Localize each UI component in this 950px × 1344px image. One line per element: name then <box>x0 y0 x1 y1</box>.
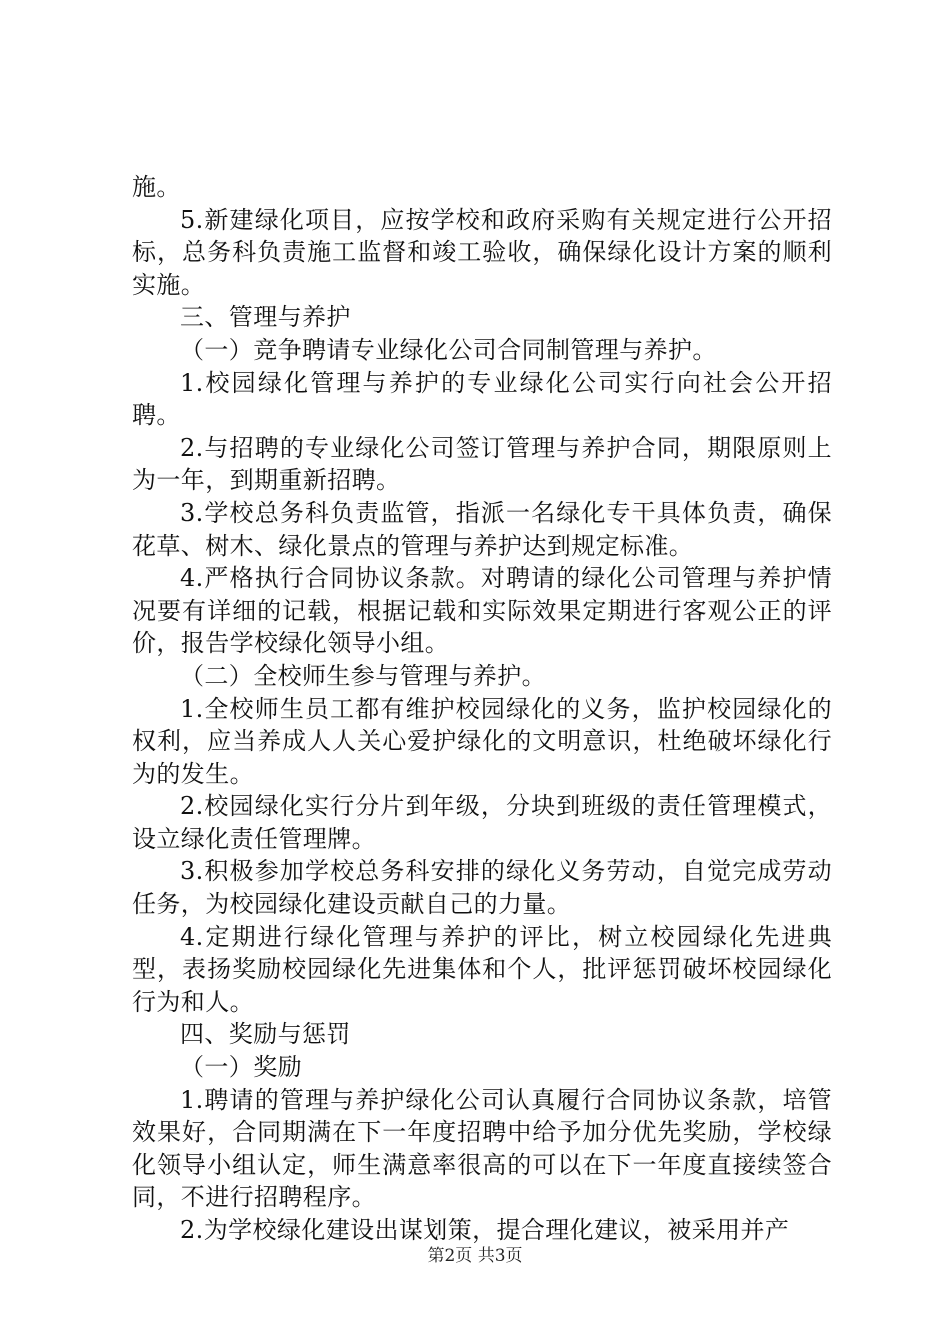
paragraph: 2.校园绿化实行分片到年级，分块到班级的责任管理模式，设立绿化责任管理牌。 <box>132 792 832 853</box>
paragraph: 1.聘请的管理与养护绿化公司认真履行合同协议条款，培管效果好，合同期满在下一年度招聘中给予加分优先奖励，学校绿化领导小组认定，师生满意率很高的可以在下一年度直接续签合同，不进行招聘程序。 <box>132 1085 832 1212</box>
paragraph: 5.新建绿化项目，应按学校和政府采购有关规定进行公开招标，总务科负责施工监督和竣工验收，确保绿化设计方案的顺利实施。 <box>132 205 832 299</box>
paragraph: （一）竞争聘请专业绿化公司合同制管理与养护。 <box>180 335 717 364</box>
paragraph: 3.学校总务科负责监管，指派一名绿化专干具体负责，确保花草、树木、绿化景点的管理与养护达到规定标准。 <box>132 498 832 560</box>
paragraph: 2.与招聘的专业绿化公司签订管理与养护合同，期限原则上为一年，到期重新招聘。 <box>132 433 832 495</box>
paragraph: （一）奖励 <box>180 1053 302 1082</box>
paragraph: 2.为学校绿化建设出谋划策，提合理化建议，被采用并产 <box>180 1216 790 1244</box>
page-footer: 第2页 共3页 <box>427 1246 523 1266</box>
paragraph: 1.全校师生员工都有维护校园绿化的义务，监护校园绿化的权利，应当养成人人关心爱护绿化的文明意识，杜绝破坏绿化行为的发生。 <box>132 694 832 788</box>
paragraph: 施。 <box>132 173 181 201</box>
paragraph: （二）全校师生参与管理与养护。 <box>180 661 546 690</box>
document-body <box>132 171 832 1247</box>
paragraph: 1.校园绿化管理与养护的专业绿化公司实行向社会公开招聘。 <box>132 368 832 430</box>
paragraph: 4.严格执行合同协议条款。对聘请的绿化公司管理与养护情况要有详细的记载，根据记载和实际效果定期进行客观公正的评价，报告学校绿化领导小组。 <box>132 564 832 658</box>
paragraph: 三、管理与养护 <box>180 303 351 332</box>
paragraph: 4.定期进行绿化管理与养护的评比，树立校园绿化先进典型，表扬奖励校园绿化先进集体和个人，批评惩罚破坏校园绿化行为和人。 <box>132 922 832 1016</box>
paragraph: 四、奖励与惩罚 <box>180 1020 351 1049</box>
paragraph: 3.积极参加学校总务科安排的绿化义务劳动，自觉完成劳动任务，为校园绿化建设贡献自己的力量。 <box>132 857 832 919</box>
